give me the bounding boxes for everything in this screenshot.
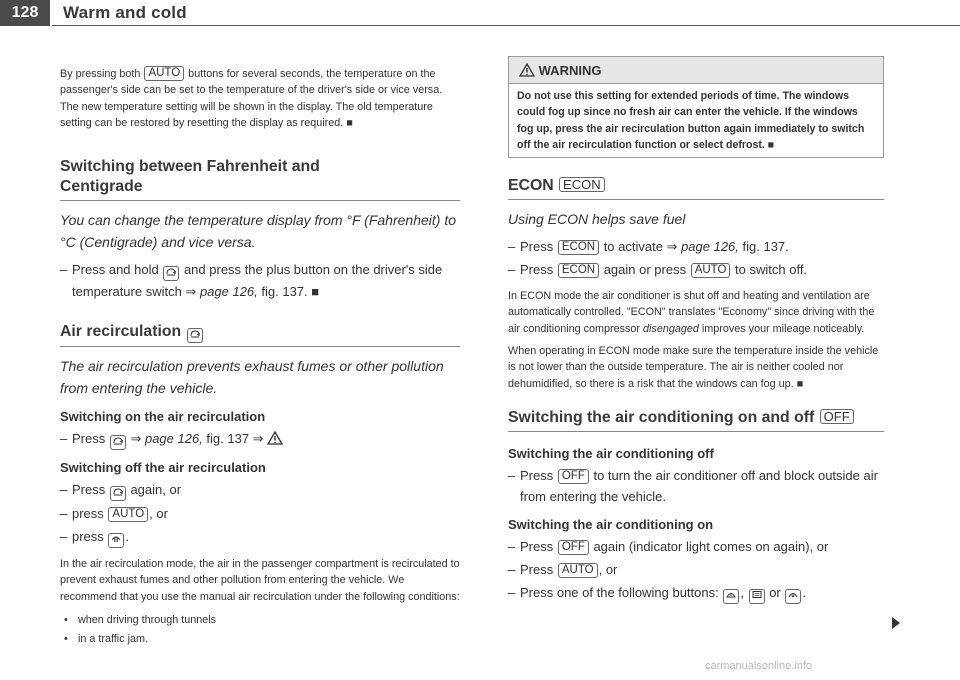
page-number: 128 [0, 0, 50, 26]
econ-key: ECON [558, 240, 599, 255]
watermark: carmanualsonline.info [705, 660, 813, 672]
page-header [0, 0, 960, 30]
ac-on-step-3: – Press one of the following buttons: , or . [508, 582, 884, 604]
warning-header [509, 57, 883, 84]
auto-key: AUTO [558, 563, 598, 578]
auto-key: AUTO [691, 263, 731, 278]
off-key: OFF [558, 469, 589, 484]
left-column [60, 66, 460, 649]
intro-paragraph: By pressing both AUTO buttons for several seconds, the temperature on the passenger's side can be set to the temperature of the driver's side or vice versa. The new temperature setting will be shown in the display. The old temperature setting can be restored by resetting the display as required. ■ [60, 67, 443, 129]
next-page-arrow-icon [892, 617, 900, 629]
right-column [508, 56, 884, 606]
recirc-off-heading: Switching off the air recirculation [60, 460, 266, 476]
econ-key: ECON [559, 177, 605, 192]
ac-heading: Switching the air conditioning on and off OFF [508, 408, 884, 432]
recirc-off-step-1: – Press again, or [60, 479, 460, 501]
econ-heading: ECON ECON [508, 176, 884, 200]
ac-on-step-1: – Press OFF again (indicator light comes on again), or [508, 538, 829, 554]
warning-text: Do not use this setting for extended periods of time. The windows could fog up since no fresh air can enter the vehicle. If the windows fog up, press the air recirculation button again immediately to switch off the air recirculation function or select defrost. ■ [517, 90, 865, 151]
rear-defrost-icon [749, 589, 765, 604]
econ-step-2: – Press ECON again or press AUTO to switch off. [508, 262, 808, 278]
defrost-windshield-icon [723, 589, 739, 604]
recirc-on-heading: Switching on the air recirculation [60, 409, 266, 425]
warning-triangle-icon [267, 431, 283, 445]
fahrenheit-subtitle: You can change the temperature display from °F (Fahrenheit) to °C (Centigrade) and vice versa. [60, 212, 456, 251]
econ-paragraph-2: When operating in ECON mode make sure the temperature inside the vehicle is not lower than the outside temperature. The air is neither cooled nor dehumidified, so there is a risk that the windows can fog up. ■ [508, 345, 879, 390]
recirculation-icon [110, 486, 126, 501]
recirculation-body: In the air recirculation mode, the air in the passenger compartment is recirculated to prevent exhaust fumes and other pollution from entering the vehicle. We recommend that you use the manual air recirculation under the following conditions: [60, 558, 460, 603]
recirculation-icon [110, 435, 126, 450]
ac-on-heading: Switching the air conditioning on [508, 516, 714, 532]
recirc-off-step-2: – press AUTO , or [60, 506, 168, 522]
off-key: OFF [558, 540, 589, 555]
recirculation-subtitle: The air recirculation prevents exhaust fumes or other pollution from entering the vehicle. [60, 358, 444, 397]
defrost-icon [108, 533, 124, 548]
econ-subtitle: Using ECON helps save fuel [508, 211, 686, 228]
section-title: Warm and cold [63, 3, 187, 22]
recirc-off-step-3: – press . [60, 526, 460, 548]
econ-step-1: – Press ECON to activate ⇒ page 126, fig. 137. [508, 239, 789, 255]
recirculation-icon [163, 266, 179, 281]
econ-paragraph-1: In ECON mode the air conditioner is shut off and heating and ventilation are automatically controlled. "ECON" translates "Economy" since driving with the air conditioning compressor disengaged improves your mileage noticeably. [508, 290, 875, 335]
footwell-air-icon [785, 589, 801, 604]
warning-title: WARNING [538, 63, 602, 78]
fahrenheit-heading: Switching between Fahrenheit and Centigrade [60, 157, 460, 201]
recirculation-heading: Air recirculation [60, 322, 460, 347]
warning-triangle-icon [519, 63, 535, 77]
bullet-item: • in a traffic jam. [64, 633, 149, 646]
ac-on-step-2: – Press AUTO , or [508, 561, 618, 577]
ac-off-step: – Press OFF to turn the air conditioner off and block outside air from entering the vehicle. [508, 467, 878, 504]
auto-key: AUTO [108, 507, 148, 522]
bullet-item: • when driving through tunnels [64, 614, 217, 627]
off-key: OFF [820, 409, 854, 424]
ac-off-heading: Switching the air conditioning off [508, 445, 714, 461]
recirc-on-step: – Press ⇒ page 126, fig. 137 ⇒ [60, 428, 460, 450]
recirculation-icon [187, 328, 203, 343]
warning-box [508, 56, 884, 158]
auto-key: AUTO [144, 66, 184, 81]
header-rule [52, 25, 960, 26]
econ-key: ECON [558, 263, 599, 278]
fahrenheit-step: – Press and hold and press the plus button on the driver's side temperature switch ⇒ page 126, fig. 137. ■ [60, 262, 443, 300]
